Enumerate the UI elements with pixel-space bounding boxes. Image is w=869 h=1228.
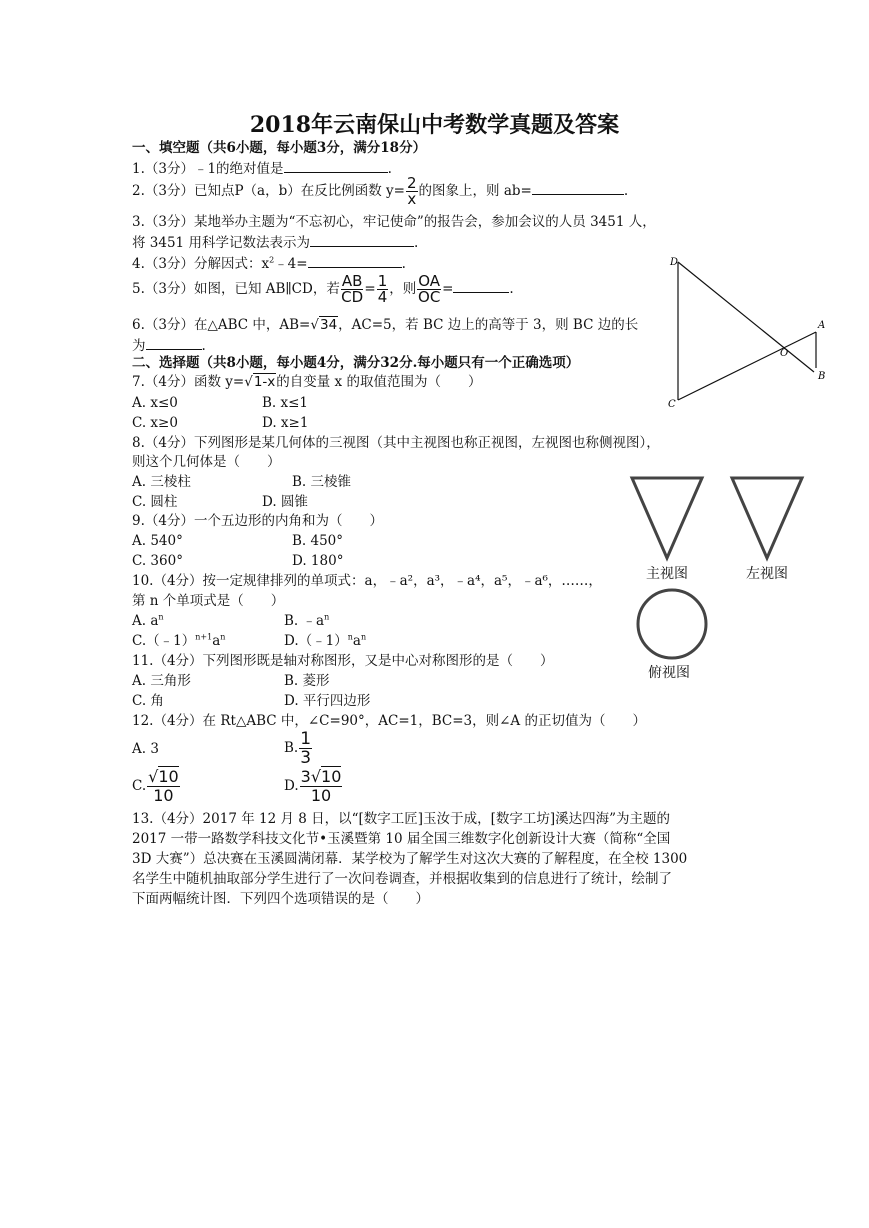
- question-8-line2: 则这个几何体是（ ）: [132, 454, 281, 470]
- option-7c[interactable]: C. x≥0: [132, 415, 178, 431]
- question-11: 11.（4分）下列图形既是轴对称图形，又是中心对称图形的是（ ）: [132, 653, 554, 669]
- option-12c[interactable]: C. $\frac{√10}{10}$: [132, 767, 179, 805]
- section-heading-2: 二、选择题（共8小题，每小题4分，满分32分.每小题只有一个正确选项）: [132, 355, 580, 371]
- question-10-line2: 第 n 个单项式是（ ）: [132, 593, 285, 609]
- fraction-1-3: $\frac{1}{3}$: [300, 729, 312, 768]
- question-7: 7.（4分）函数 y=√1-x的自变量 x 的取值范围为（ ）: [132, 374, 482, 390]
- option-9b[interactable]: B. 450°: [292, 533, 344, 549]
- fraction-sqrt10-10: $\frac{√10}{10}$: [148, 767, 179, 805]
- option-8c[interactable]: C. 圆柱: [132, 494, 178, 510]
- question-13-line1: 13.（4分）2017 年 12 月 8 日，以“[数字工匠]玉汝于成，[数字工坊]溪达四海”为主题的: [132, 811, 671, 827]
- question-3-line2: 将 3451 用科学记数法表示为 .: [132, 232, 418, 252]
- question-8-line1: 8.（4分）下列图形是某几何体的三视图（其中主视图也称正视图，左视图也称侧视图），: [132, 435, 660, 451]
- caption-front-view: 主视图: [646, 566, 688, 582]
- option-9c[interactable]: C. 360°: [132, 553, 183, 569]
- option-7a[interactable]: A. x≤0: [132, 395, 178, 411]
- answer-blank: [146, 335, 202, 350]
- option-8a[interactable]: A. 三棱柱: [132, 474, 191, 490]
- option-10d[interactable]: $D.(﹣1)^na^n$: [284, 632, 367, 649]
- punct: .: [387, 161, 392, 177]
- question-4: 4.（3分）分解因式：$x^2﹣4=$ .: [132, 253, 406, 273]
- question-3-line1: 3.（3分）某地举办主题为“不忘初心，牢记使命”的报告会，参加会议的人员 3451 人，: [132, 214, 656, 230]
- answer-blank: [308, 253, 402, 268]
- question-13-line4: 名学生中随机抽取部分学生进行了一次问卷调查，并根据收集到的信息进行了统计，绘制了: [132, 871, 672, 887]
- option-7d[interactable]: D. x≥1: [262, 415, 309, 431]
- label-d: D: [670, 257, 679, 268]
- option-12a[interactable]: A. 3: [132, 741, 159, 757]
- figure-q8-top-view: [632, 586, 712, 666]
- question-6-line2: 为 .: [132, 335, 206, 355]
- answer-blank: [310, 232, 414, 247]
- label-c: C: [668, 399, 676, 410]
- fraction-2-over-x: $\frac{2}{x}$: [406, 174, 417, 208]
- option-11a[interactable]: A. 三角形: [132, 673, 191, 689]
- label-o: O: [780, 348, 789, 359]
- question-2: 2.（3分）已知点P（a，b）在反比例函数 y= $\frac{2}{x}$ 的图象上，则 ab= .: [132, 174, 629, 208]
- option-10a[interactable]: A. $a^n$: [132, 612, 164, 629]
- label-a: A: [818, 320, 826, 331]
- question-1: [132, 158, 392, 178]
- top-view-circle: [638, 590, 706, 658]
- radical-1-x: 1-x: [253, 374, 276, 390]
- fraction-3sqrt10-10: $\frac{3√10}{10}$: [300, 767, 342, 805]
- option-7b[interactable]: B. x≤1: [262, 395, 309, 411]
- question-6-line1: 6.（3分）在△ABC 中，AB=√34，AC=5，若 BC 边上的高等于 3，则 BC 边的长: [132, 317, 639, 333]
- figure-q5-parallel-lines: [664, 252, 836, 412]
- question-2-text: 2.（3分）已知点P（a，b）在反比例函数 y=: [132, 183, 405, 199]
- question-1-text: 1.（3分）﹣1的绝对值是: [132, 161, 284, 177]
- answer-blank: [284, 158, 388, 173]
- answer-blank: [532, 180, 624, 195]
- option-8d[interactable]: D. 圆锥: [262, 494, 308, 510]
- option-9a[interactable]: A. 540°: [132, 533, 183, 549]
- question-5: 5.（3分）如图，已知 AB∥CD，若 $\frac{AB}{CD}$ = $\frac{1}{4}$ ，则 $\frac{OA}{OC}$ = .: [132, 272, 514, 306]
- option-11c[interactable]: C. 角: [132, 693, 164, 709]
- section-heading-1: 一、填空题（共6小题，每小题3分，满分18分）: [132, 140, 427, 156]
- question-2-text-post: 的图象上，则 ab=: [418, 183, 532, 199]
- front-view-triangle: [632, 478, 702, 558]
- fraction-oa-oc: $\frac{OA}{OC}$: [418, 272, 441, 306]
- radical-34: 34: [319, 317, 338, 333]
- option-10b[interactable]: B. $﹣a^n$: [284, 612, 330, 629]
- option-12d[interactable]: D. $\frac{3√10}{10}$: [284, 767, 342, 805]
- option-11d[interactable]: D. 平行四边形: [284, 693, 371, 709]
- page-title: 2018年云南保山中考数学真题及答案: [249, 112, 620, 138]
- caption-top-view: 俯视图: [648, 665, 690, 681]
- option-11b[interactable]: B. 菱形: [284, 673, 330, 689]
- answer-blank: [453, 278, 509, 293]
- question-13-line3: 3D 大赛”）总决赛在玉溪圆满闭幕．某学校为了解学生对这次大赛的了解程度，在全校 1300: [132, 851, 688, 867]
- caption-left-view: 左视图: [746, 566, 788, 582]
- question-13-line5: 下面两幅统计图．下列四个选项错误的是（ ）: [132, 891, 429, 907]
- fraction-1-4: $\frac{1}{4}$: [377, 272, 388, 306]
- left-view-triangle: [732, 478, 802, 558]
- fraction-ab-cd: $\frac{AB}{CD}$: [341, 272, 364, 306]
- option-8b[interactable]: B. 三棱锥: [292, 474, 352, 490]
- option-9d[interactable]: D. 180°: [292, 553, 344, 569]
- question-9: 9.（4分）一个五边形的内角和为（ ）: [132, 513, 383, 529]
- option-10c[interactable]: $C.(﹣1)^{n+1}a^n$: [132, 632, 226, 649]
- question-10-line1: 10.（4分）按一定规律排列的单项式：a，﹣a²，a³，﹣a⁴，a⁵，﹣a⁶，……，: [132, 573, 602, 589]
- label-b: B: [818, 371, 826, 382]
- option-12b[interactable]: B. $\frac{1}{3}$: [284, 729, 312, 768]
- question-13-line2: 2017 一带一路数学科技文化节•玉溪暨第 10 届全国三维数字化创新设计大赛（简称“全国: [132, 831, 671, 847]
- question-12: 12.（4分）在 Rt△ABC 中，∠C=90°，AC=1，BC=3，则∠A 的正切值为（ ）: [132, 713, 646, 729]
- figure-q8-three-views: [628, 474, 808, 574]
